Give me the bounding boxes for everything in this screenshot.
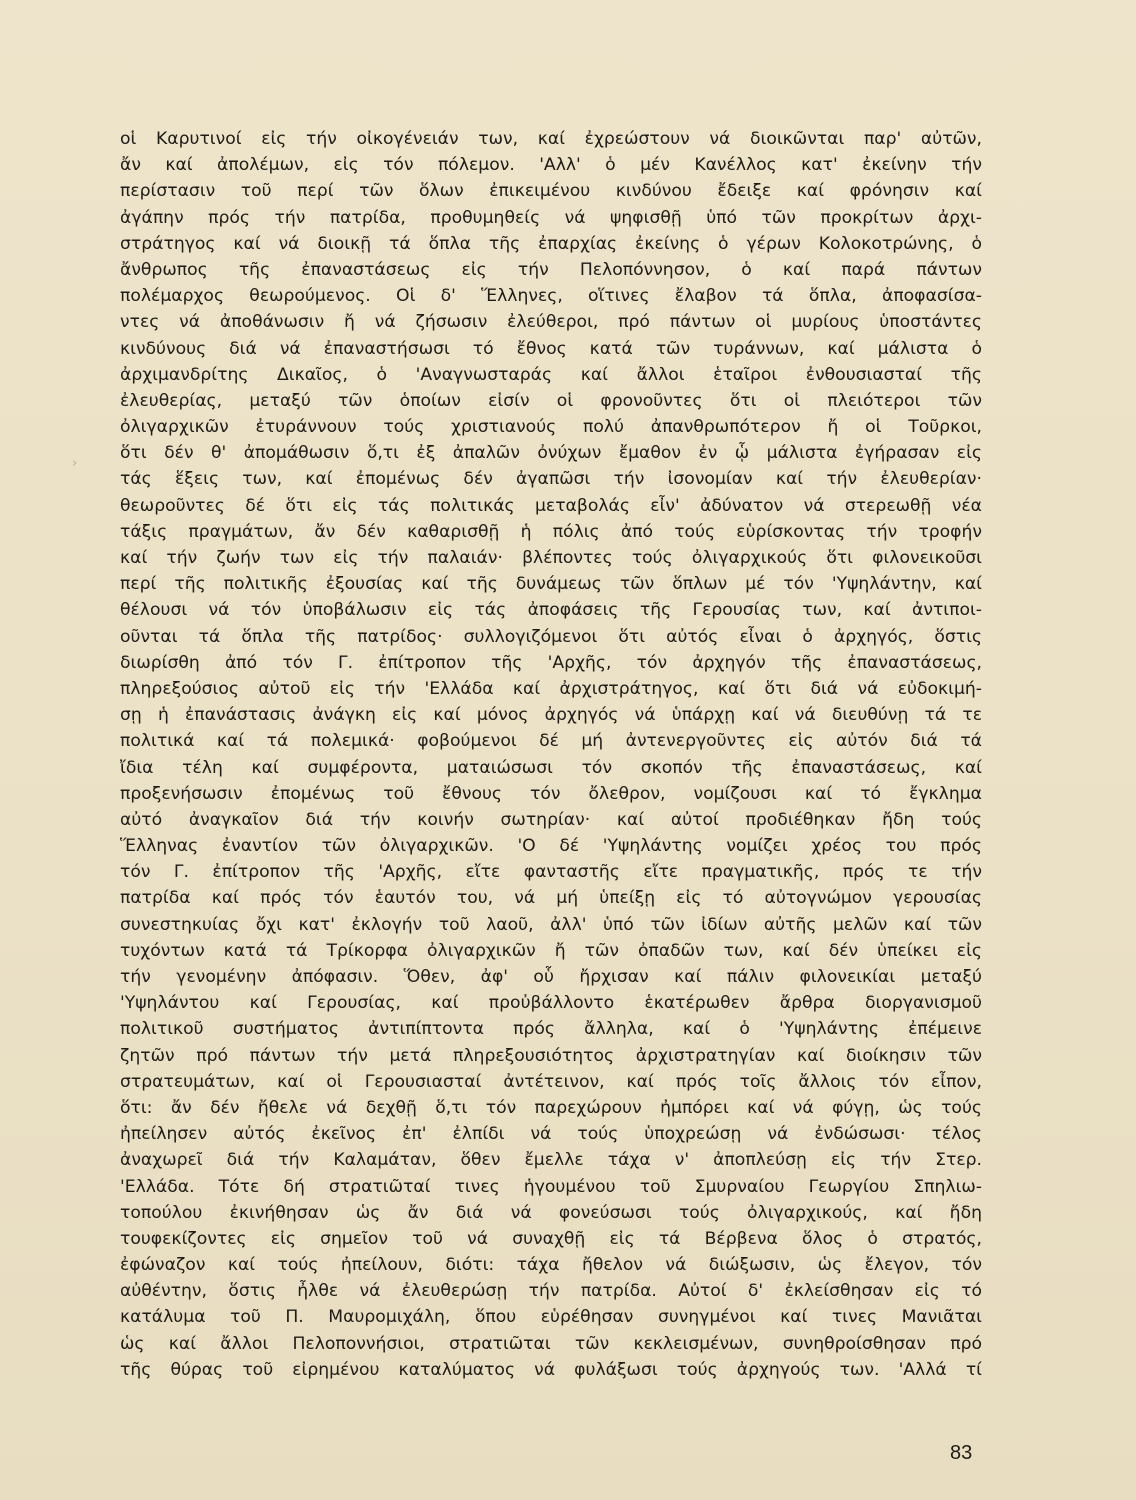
text-line: οἱ Καρυτινοί εἰς τήν οἰκογένειάν των, καί ἐχρεώστουν νά διοικῶνται παρ' αὐτῶν, — [120, 129, 982, 149]
text-line: πολιτικοῦ συστήματος ἀντιπίπτοντα πρός ἄλληλα, καί ὁ 'Υψηλάντης ἐπέμεινε — [120, 1019, 982, 1040]
text-line: οῦνται τά ὅπλα τῆς πατρίδος· συλλογιζόμενοι ὅτι αὐτός εἶναι ὁ ἀρχηγός, ὅστις — [120, 626, 982, 647]
text-line: ἠπείλησεν αὐτός ἐκεῖνος ἐπ' ἐλπίδι νά τούς ὑποχρεώσῃ νά ἐνδώσωσι· τέλος — [120, 1124, 982, 1145]
text-line: τόν Γ. ἐπίτροπον τῆς 'Αρχῆς, εἴτε φανταστῆς εἴτε πραγματικῆς, πρός τε τήν — [120, 862, 982, 883]
text-line: αὐθέντην, ὅστις ἦλθε νά ἐλευθερώσῃ τήν πατρίδα. Αὐτοί δ' ἐκλείσθησαν εἰς τό — [120, 1281, 982, 1302]
text-line: ἄν καί ἀπολέμων, εἰς τόν πόλεμον. 'Αλλ' ὁ μέν Κανέλλος κατ' ἐκείνην τήν — [120, 155, 982, 176]
text-line: πληρεξούσιος αὐτοῦ εἰς τήν 'Ελλάδα καί ἀρχιστράτηγος, καί ὅτι διά νά εὐδοκιμή- — [120, 678, 982, 699]
text-line: τάς ἕξεις των, καί ἐπομένως δέν ἀγαπῶσι τήν ἰσονομίαν καί τήν ἐλευθερίαν· — [120, 469, 982, 490]
text-line: τήν γενομένην ἀπόφασιν. Ὅθεν, ἀφ' οὗ ἤρχισαν καί πάλιν φιλονεικίαι μεταξύ — [120, 967, 982, 987]
body-text — [120, 126, 982, 1383]
text-line: ντες νά ἀποθάνωσιν ἤ νά ζήσωσιν ἐλεύθεροι, πρό πάντων οἱ μυρίους ὑποστάντες — [120, 312, 982, 333]
text-line: ἀναχωρεῖ διά τήν Καλαμάταν, ὅθεν ἔμελλε τάχα ν' ἀποπλεύσῃ εἰς τήν Στερ. — [120, 1150, 982, 1171]
text-line: πολιτικά καί τά πολεμικά· φοβούμενοι δέ μή ἀντενεργοῦντες εἰς αὐτόν διά τά — [120, 731, 982, 752]
text-line: θέλουσι νά τόν ὑποβάλωσιν εἰς τάς ἀποφάσεις τῆς Γερουσίας των, καί ἀντιποι- — [120, 600, 982, 621]
text-line: Ἕλληνας ἐναντίον τῶν ὀλιγαρχικῶν. 'Ο δέ 'Υψηλάντης νομίζει χρέος του πρός — [120, 836, 982, 857]
text-line: κινδύνους διά νά ἐπαναστήσωσι τό ἔθνος κατά τῶν τυράννων, καί μάλιστα ὁ — [120, 338, 982, 359]
text-line: ὅτι: ἄν δέν ἤθελε νά δεχθῇ ὅ,τι τόν παρεχώρουν ἠμπόρει καί νά φύγῃ, ὡς τούς — [120, 1097, 982, 1118]
text-line: κατάλυμα τοῦ Π. Μαυρομιχάλη, ὅπου εὑρέθησαν συνηγμένοι καί τινες Μανιᾶται — [120, 1307, 982, 1328]
text-line: τυχόντων κατά τά Τρίκορφα ὀλιγαρχικῶν ἤ τῶν ὀπαδῶν των, καί δέν ὑπείκει εἰς — [120, 940, 982, 961]
text-line: περί τῆς πολιτικῆς ἐξουσίας καί τῆς δυνάμεως τῶν ὅπλων μέ τόν 'Υψηλάντην, καί — [120, 574, 982, 595]
text-line: καί τήν ζωήν των εἰς τήν παλαιάν· βλέποντες τούς ὀλιγαρχικούς ὅτι φιλονεικοῦσι — [120, 548, 982, 568]
text-line: ἐφώναζον καί τούς ἠπείλουν, διότι: τάχα ἤθελον νά διώξωσιν, ὡς ἔλεγον, τόν — [120, 1255, 982, 1276]
text-line: 'Υψηλάντου καί Γερουσίας, καί προὐβάλλοντο ἑκατέρωθεν ἄρθρα διοργανισμοῦ — [120, 993, 982, 1014]
text-line: ἀρχιμανδρίτης Δικαῖος, ὁ 'Αναγνωσταράς καί ἄλλοι ἑταῖροι ἐνθουσιασταί τῆς — [120, 364, 982, 385]
text-line: τουφεκίζοντες εἰς σημεῖον τοῦ νά συναχθῇ εἰς τά Βέρβενα ὅλος ὁ στρατός, — [120, 1228, 982, 1249]
text-line: πατρίδα καί πρός τόν ἑαυτόν του, νά μή ὑπείξῃ εἰς τό αὐτογνώμον γερουσίας — [120, 888, 982, 909]
text-line: ἴδια τέλη καί συμφέροντα, ματαιώσωσι τόν σκοπόν τῆς ἐπαναστάσεως, καί — [120, 757, 982, 778]
text-line: τῆς θύρας τοῦ εἰρημένου καταλύματος νά φυλάξωσι τούς ἀρχηγούς των. 'Αλλά τί — [120, 1359, 982, 1380]
text-line: ὅτι δέν θ' ἀπομάθωσιν ὅ,τι ἐξ ἀπαλῶν ὀνύχων ἔμαθον ἐν ᾧ μάλιστα ἐγήρασαν εἰς — [120, 443, 982, 464]
text-line: στρατευμάτων, καί οἱ Γερουσιασταί ἀντέτεινον, καί πρός τοῖς ἄλλοις τόν εἶπον, — [120, 1071, 982, 1092]
text-line: ἄνθρωπος τῆς ἐπαναστάσεως εἰς τήν Πελοπόννησον, ὁ καί παρά πάντων — [120, 259, 982, 280]
margin-mark: › — [72, 456, 78, 471]
text-line: τοπούλου ἐκινήθησαν ὡς ἄν διά νά φονεύσωσι τούς ὀλιγαρχικούς, καί ἤδη — [120, 1202, 982, 1223]
text-line: περίστασιν τοῦ περί τῶν ὅλων ἐπικειμένου κινδύνου ἔδειξε καί φρόνησιν καί — [120, 181, 982, 202]
text-line: θεωροῦντες δέ ὅτι εἰς τάς πολιτικάς μεταβολάς εἶν' ἀδύνατον νά στερεωθῇ νέα — [120, 495, 982, 516]
text-line: 'Ελλάδα. Τότε δή στρατιῶταί τινες ἡγουμένου τοῦ Σμυρναίου Γεωργίου Σπηλιω- — [120, 1176, 982, 1197]
text-line: ὀλιγαρχικῶν ἐτυράννουν τούς χριστιανούς πολύ ἀπανθρωπότερον ἤ οἱ Τοῦρκοι, — [120, 417, 982, 438]
text-line: ἐλευθερίας, μεταξύ τῶν ὁποίων εἰσίν οἱ φρονοῦντες ὅτι οἱ πλειότεροι τῶν — [120, 390, 982, 411]
text-line: σῃ ἡ ἐπανάστασις ἀνάγκη εἰς καί μόνος ἀρχηγός νά ὑπάρχῃ καί νά διευθύνῃ τά τε — [120, 705, 982, 726]
text-line: στράτηγος καί νά διοικῇ τά ὅπλα τῆς ἐπαρχίας ἐκείνης ὁ γέρων Κολοκοτρώνης, ὁ — [120, 233, 982, 254]
text-line: συνεστηκυίας ὄχι κατ' ἐκλογήν τοῦ λαοῦ, ἀλλ' ὑπό τῶν ἰδίων αὐτῆς μελῶν καί τῶν — [120, 914, 982, 935]
text-line: προξενήσωσιν ἐπομένως τοῦ ἔθνους τόν ὄλεθρον, νομίζουσι καί τό ἔγκλημα — [120, 783, 982, 804]
text-line: αὐτό ἀναγκαῖον διά τήν κοινήν σωτηρίαν· καί αὐτοί προδιέθηκαν ἤδη τούς — [120, 809, 982, 830]
text-line: ὡς καί ἄλλοι Πελοποννήσιοι, στρατιῶται τῶν κεκλεισμένων, συνηθροίσθησαν πρό — [120, 1333, 982, 1354]
text-line: πολέμαρχος θεωρούμενος. Οἱ δ' Ἕλληνες, οἵτινες ἔλαβον τά ὅπλα, ἀποφασίσα- — [120, 286, 982, 307]
text-line: ἀγάπην πρός τήν πατρίδα, προθυμηθείς νά ψηφισθῇ ὑπό τῶν προκρίτων ἀρχι- — [120, 207, 982, 228]
page-number: 83 — [950, 1442, 973, 1464]
text-line: τάξις πραγμάτων, ἄν δέν καθαρισθῇ ἡ πόλις ἀπό τούς εὑρίσκοντας τήν τροφήν — [120, 521, 982, 542]
text-line: διωρίσθη ἀπό τόν Γ. ἐπίτροπον τῆς 'Αρχῆς, τόν ἀρχηγόν τῆς ἐπαναστάσεως, — [120, 652, 982, 673]
text-line: ζητῶν πρό πάντων τήν μετά πληρεξουσιότητος ἀρχιστρατηγίαν καί διοίκησιν τῶν — [120, 1045, 982, 1066]
